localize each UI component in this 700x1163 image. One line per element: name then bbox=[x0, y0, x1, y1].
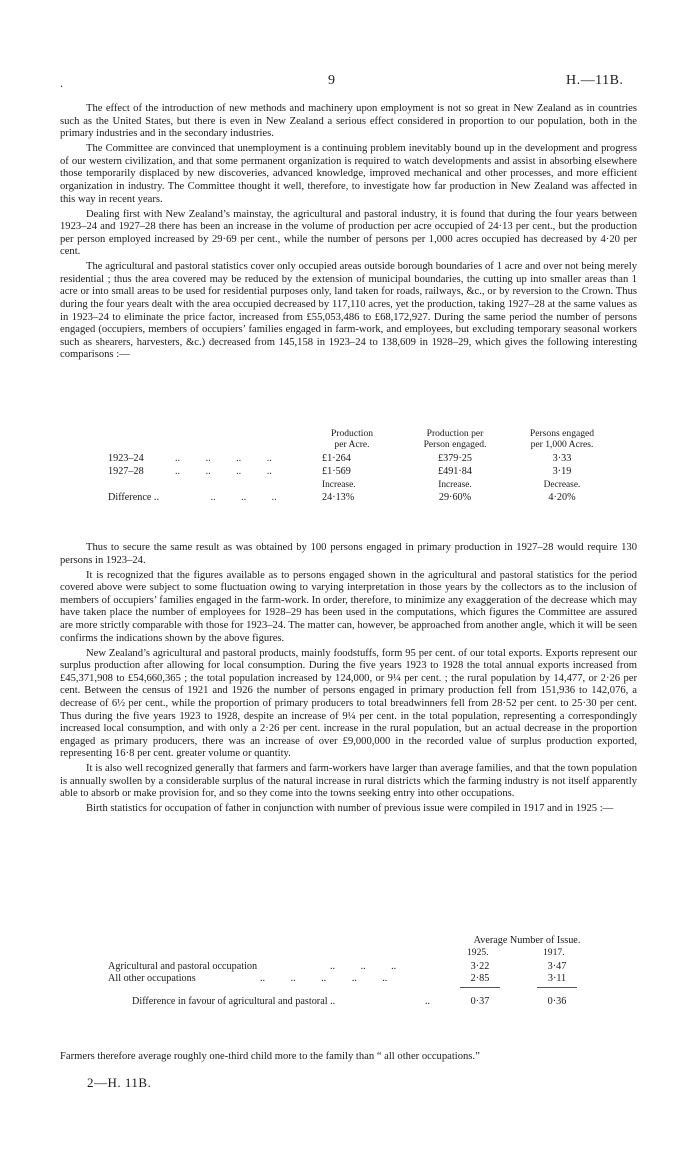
year-header-1917: 1917. bbox=[543, 947, 565, 958]
table-row-difference: Difference .. .. .. .. 24·13% 29·60% 4·20% bbox=[108, 492, 576, 503]
paragraph: Dealing first with New Zealand’s mainstay, the agricultural and pastoral industry, it is found that during the four years between 1923–24 and 1927–28 there has been an increase in the volume of production per acre occupied of 24·13 per cent., but the production per person employed increased by 29·69 per cent., while the number of persons per 1,000 acres occupied has decreased by 4·20 per cent. bbox=[60, 208, 637, 258]
table-row-difference: Difference in favour of agricultural and pastoral .. .. 0·37 0·36 bbox=[132, 996, 567, 1007]
column-header-persons-per-acres: Persons engaged per 1,000 Acres. bbox=[529, 428, 595, 451]
paragraph: The effect of the introduction of new methods and machinery upon employment is not so great in New Zealand as in countries such as the United States, but there is even in New Zealand a serious effect considered in proportion to our population, both in the primary industries and in the secondary industries. bbox=[60, 103, 637, 140]
paragraph: New Zealand’s agricultural and pastoral products, mainly foodstuffs, form 95 per cent. of our total exports. Exports represent our surplus production after allowing for local consumption. During the five years 1923 to 1928 the total annual exports increased from £45,371,908 to £54,660,365 ; the total population increased by 124,000, or 9¼ per cent. ; the rural population by 14,477, or 2·26 per cent. Between the census of 1921 and 1926 the number of persons engaged in primary production fell from 151,936 to 142,076, a decrease of 6½ per cent., while the proportion of primary producers to total breadwinners fell from 28·52 per cent. to 25·30 per cent. Thus during the five years 1923 to 1928, despite an increase of 9¼ per cent. in the total population, representing a correspondingly increased local consumption, and with only a 2·26 per cent. increase in the rural population, but an actual decrease in the proportion engaged as primary producers, there was an increase of over £9,000,000 in the recorded value of surplus production exported, representing 16·8 per cent. greater volume or quantity. bbox=[60, 647, 637, 760]
paragraph: The agricultural and pastoral statistics cover only occupied areas outside borough boundaries of 1 acre and over not being merely residential ; thus the area covered may be reduced by the extension of municipal boundaries, the cutting up into smaller areas than 1 acre or into small areas to be used for residential purposes only, land taken for roads, railways, &c., or by reversion to the Crown. Thus during the four years dealt with the area occupied decreased by 117,110 acres, yet the production, taking 1927–28 at the same values as in 1923–24 to eliminate the price factor, increased from £55,053,486 to £68,172,927. During the same period the number of persons engaged (occupiers, members of occupiers’ families engaged in farm-work, and employees, but excluding temporary seasonal workers such as shearers, harvesters, &c.) decreased from 145,158 in 1923–24 to 138,609 in 1928–29, which gives the following interesting comparisons :— bbox=[60, 261, 637, 361]
paragraph: It is recognized that the figures available as to persons engaged shown in the agricultural and pastoral statistics for the period covered above were subject to some fluctuation owing to varying interpretation in those years by the collectors as to the inclusion of members of occupiers’ families engaged in the farm-work. In order, therefore, to minimize any exaggeration of the decrease which may have taken place the number of employees for 1928–29 has been used in the computations, which figures the Committee are assured are more strictly comparable with those for 1923–24. The matter can, however, be approached from another angle, which it will be seen confirms the indications shown by the above figures. bbox=[60, 569, 637, 644]
table-title: Average Number of Issue. bbox=[473, 935, 581, 946]
column-header-production-per-acre: Production per Acre. bbox=[330, 428, 374, 451]
body-text-upper bbox=[60, 103, 637, 364]
sum-rule bbox=[537, 987, 577, 988]
sum-rule bbox=[460, 987, 500, 988]
body-text-lower bbox=[60, 542, 637, 818]
footer-signature: 2—H. 11B. bbox=[87, 1075, 152, 1090]
table-row: All other occupations .. .. .. .. .. 2·85 3·11 bbox=[108, 973, 567, 984]
document-reference: H.—11B. bbox=[566, 73, 624, 88]
table-row-direction: Increase. Increase. Decrease. bbox=[322, 480, 581, 490]
paragraph: It is also well recognized generally that farmers and farm-workers have larger than average families, and that the town population is annually swollen by a considerable surplus of the natural increase in rural districts which the farming industry is not itself apparently able to absorb or make provision for, and so they come into the towns seeking entry into other occupations. bbox=[60, 763, 637, 800]
margin-marker: . bbox=[60, 76, 63, 90]
table-row: 1927–28 .. .. .. .. £1·569 £491·84 3·19 bbox=[108, 466, 572, 477]
page-number: 9 bbox=[328, 73, 335, 88]
paragraph: Thus to secure the same result as was obtained by 100 persons engaged in primary production in 1927–28 would require 130 persons in 1923–24. bbox=[60, 542, 637, 566]
table-row: Agricultural and pastoral occupation .. .. .. 3·22 3·47 bbox=[108, 961, 567, 972]
closing-sentence: Farmers therefore average roughly one-third child more to the family than “ all other occupations.” bbox=[60, 1051, 480, 1062]
column-header-production-per-person: Production per Person engaged. bbox=[423, 428, 487, 451]
paragraph: Birth statistics for occupation of father in conjunction with number of previous issue were compiled in 1917 and in 1925 :— bbox=[86, 803, 614, 815]
table-row: 1923–24 .. .. .. .. £1·264 £379·25 3·33 bbox=[108, 453, 572, 464]
year-header-1925: 1925. bbox=[467, 947, 489, 958]
paragraph: The Committee are convinced that unemployment is a continuing problem inevitably bound up in the development and progress of our western civilization, and that some permanent organization is required to watch developments and assist in absorbing elsewhere those temporarily displaced by new discoveries, advanced knowledge, improved mechanical and other processes, and more efficient organization in industry. The Committee thought it well, therefore, to investigate how far production in New Zealand was affected in this way in recent years. bbox=[60, 143, 637, 205]
